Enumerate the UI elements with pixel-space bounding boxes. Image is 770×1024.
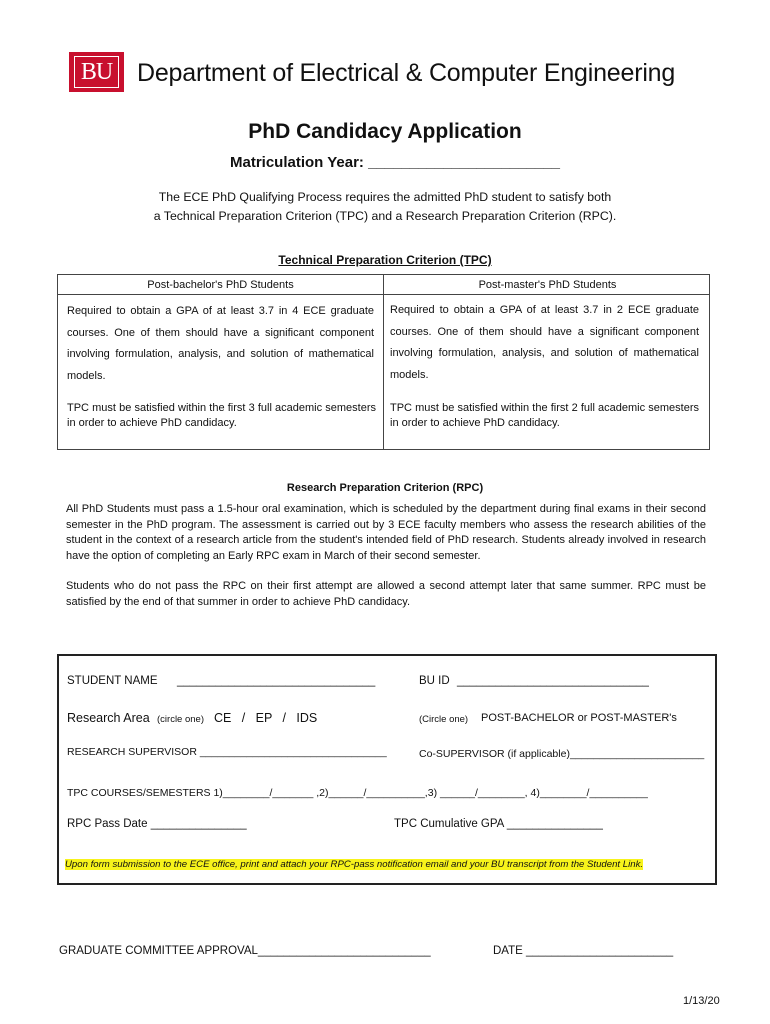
research-area-circle-note: (circle one): [157, 714, 204, 725]
bu-id-label: BU ID: [419, 675, 450, 687]
intro-line-2: a Technical Preparation Criterion (TPC) and a Research Preparation Criterion (RPC).: [153, 209, 617, 223]
rpc-heading: Research Preparation Criterion (RPC): [286, 482, 484, 494]
research-area-options[interactable]: CE / EP / IDS: [214, 711, 318, 725]
tpc-master-timeline: TPC must be satisfied within the first 2 full academic semesters in order to achieve PhD candidacy.: [390, 402, 699, 429]
tpc-bachelor-header: Post-bachelor's PhD Students: [147, 279, 294, 291]
tpc-heading: Technical Preparation Criterion (TPC): [278, 253, 492, 267]
date-field[interactable]: DATE _______________________: [493, 945, 674, 957]
page-title: PhD Candidacy Application: [248, 120, 522, 143]
rpc-paragraph-1: All PhD Students must pass a 1.5-hour oral examination, which is scheduled by the department during final exams in their second semester in the PhD program. The assessment is carried out by 3 ECE faculty members who assess the research abilities of the student in the context of a research article from the student's intended field of PhD research. Students already involved in research have the option of completing an Early RPC exam in March of their second semester.: [66, 503, 706, 562]
tpc-courses-field[interactable]: TPC COURSES/SEMESTERS 1)________/_______ ,2)______/__________,3) ______/________, 4)________/__________: [67, 787, 648, 799]
student-type-options[interactable]: POST-BACHELOR or POST-MASTER's: [481, 712, 677, 724]
student-name-label: STUDENT NAME: [67, 675, 158, 687]
rpc-pass-date-field[interactable]: RPC Pass Date _______________: [67, 818, 247, 830]
research-area-label: Research Area: [67, 711, 150, 725]
bu-logo-text: BU: [74, 56, 119, 88]
bu-id-field[interactable]: ______________________________: [457, 675, 649, 687]
revision-date: 1/13/20: [683, 995, 720, 1007]
submission-notice: Upon form submission to the ECE office, print and attach your RPC-pass notification email and your BU transcript from the Student Link.: [65, 859, 644, 870]
rpc-paragraph-2: Students who do not pass the RPC on their first attempt are allowed a second attempt later that same summer. RPC must be satisfied by the end of that summer in order to achieve PhD candidacy.: [66, 580, 706, 608]
tpc-table: [57, 274, 710, 450]
tpc-master-header: Post-master's PhD Students: [478, 279, 617, 291]
student-type-circle-note: (Circle one): [419, 714, 469, 725]
student-name-field[interactable]: _______________________________: [177, 675, 376, 687]
tpc-bachelor-requirement: Required to obtain a GPA of at least 3.7 in 4 ECE graduate courses. One of them should have a significant component involving formulation, analysis, and solution of mathematical models.: [67, 305, 374, 382]
matriculation-year: Matriculation Year: _______________________: [230, 154, 560, 171]
cosupervisor-field[interactable]: Co-SUPERVISOR (if applicable)_______________________: [419, 748, 705, 760]
bu-logo: [69, 52, 124, 92]
intro-line-1: The ECE PhD Qualifying Process requires the admitted PhD student to satisfy both: [158, 190, 612, 204]
department-name: Department of Electrical & Computer Engineering: [137, 59, 676, 87]
tpc-master-requirement: Required to obtain a GPA of at least 3.7 in 2 ECE graduate courses. One of them should have a significant component involving formulation, analysis, and solution of mathematical models.: [390, 304, 699, 381]
tpc-gpa-field[interactable]: TPC Cumulative GPA _______________: [394, 818, 603, 830]
intro-text: [100, 188, 670, 226]
tpc-bachelor-timeline: TPC must be satisfied within the first 3 full academic semesters in order to achieve PhD candidacy.: [67, 402, 376, 429]
application-form: [57, 654, 717, 885]
research-supervisor-field[interactable]: RESEARCH SUPERVISOR ________________________________: [67, 746, 387, 758]
committee-approval-field[interactable]: GRADUATE COMMITTEE APPROVAL___________________________: [59, 945, 431, 957]
